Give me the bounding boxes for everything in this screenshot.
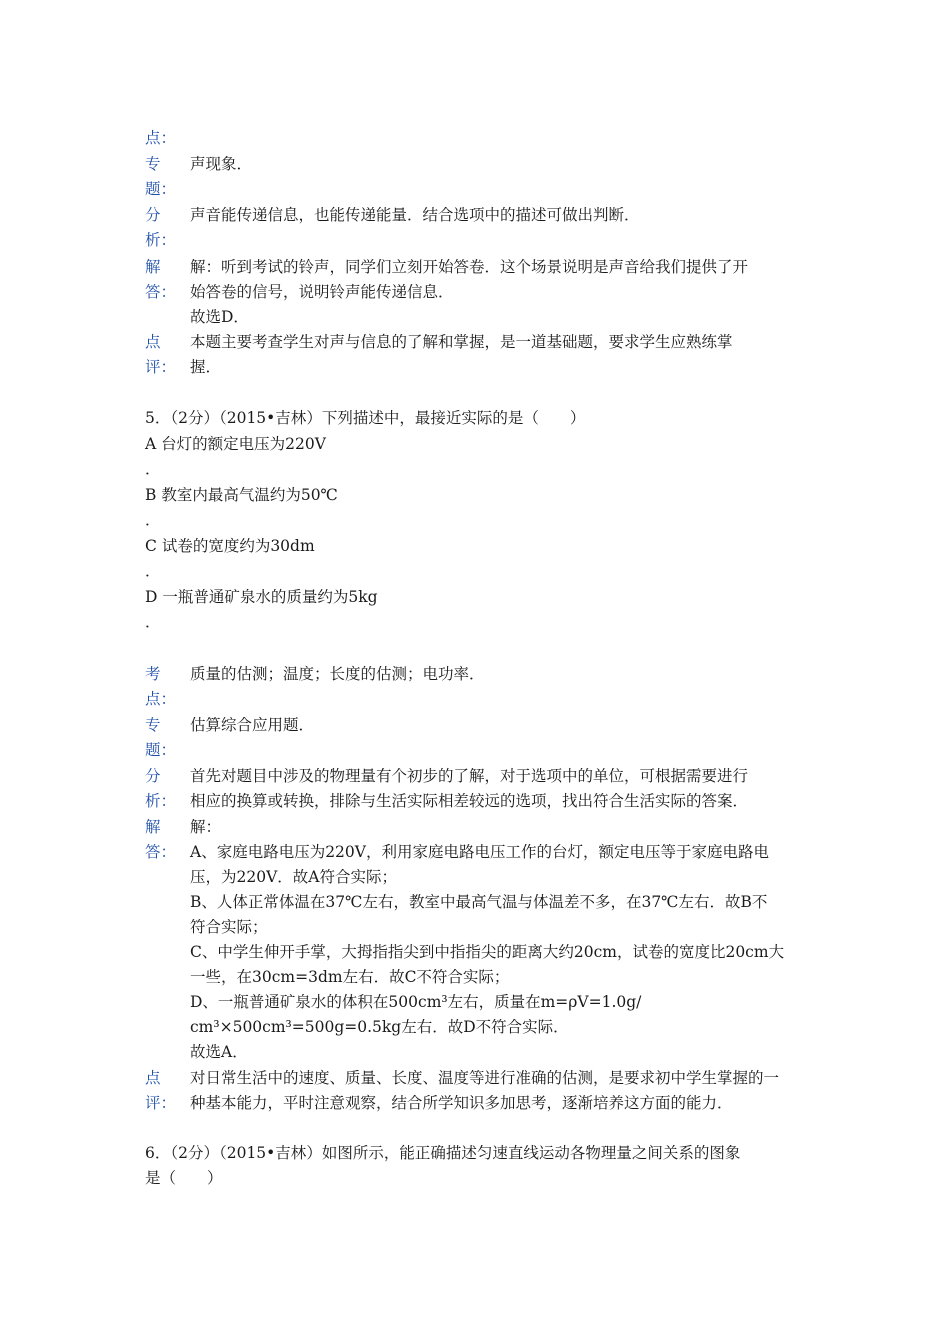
option-a [145,434,326,454]
topic-text-5: 估算综合应用题． [190,716,315,734]
analysis-label-1a: 分 [145,206,161,224]
question-6-stem-2: 是（ ） [145,1169,223,1187]
option-d-text: 一瓶普通矿泉水的质量约为5kg [162,588,378,606]
answer-line-1-2: 始答卷的信号，说明铃声能传递信息． [190,283,454,301]
option-a-letter: A [145,435,157,453]
option-c [145,536,315,556]
option-d-dot: ． [145,613,161,631]
option-d [145,587,378,607]
answer-line-1-3: 故选D． [190,308,249,326]
option-b [145,485,338,505]
comment-line-1-1: 本题主要考查学生对声与信息的了解和掌握，是一道基础题，要求学生应熟练掌 [190,333,733,351]
topic-label-1b: 题： [145,180,177,198]
answer-line-1-1: 解：听到考试的铃声，同学们立刻开始答卷．这个场景说明是声音给我们提供了开 [190,258,749,276]
analysis-label-5b: 析： [145,792,177,810]
answer-line-5-9: cm³×500cm³=500g=0.5kg左右．故D不符合实际． [190,1018,569,1036]
option-b-dot: ． [145,511,161,529]
comment-line-1-2: 握． [190,358,222,376]
option-b-letter: B [145,486,157,504]
answer-label-5b: 答： [145,843,177,861]
option-c-text: 试卷的宽度约为30dm [161,537,315,555]
comment-label-1b: 评： [145,358,177,376]
option-c-letter: C [145,537,157,555]
kaodian-label-5a: 考 [145,665,161,683]
analysis-label-1b: 析： [145,231,177,249]
comment-line-5-2: 种基本能力，平时注意观察，结合所学知识多加思考，逐渐培养这方面的能力． [190,1094,733,1112]
kaodian-text-5: 质量的估测；温度；长度的估测；电功率． [190,665,485,683]
answer-label-1b: 答： [145,283,177,301]
comment-line-5-1: 对日常生活中的速度、质量、长度、温度等进行准确的估测，是要求初中学生掌握的一 [190,1069,780,1087]
answer-line-5-3: 压，为220V．故A符合实际； [190,868,397,886]
analysis-label-5a: 分 [145,767,161,785]
answer-line-5-2: A、家庭电路电压为220V，利用家庭电路电压工作的台灯，额定电压等于家庭电路电 [190,843,769,861]
comment-label-1a: 点 [145,333,161,351]
comment-label-5b: 评： [145,1094,177,1112]
answer-line-5-4: B、人体正常体温在37℃左右，教室中最高气温与体温差不多，在37℃左右．故B不 [190,893,768,911]
topic-text-1: 声现象． [190,155,253,173]
answer-line-5-10: 故选A． [190,1043,248,1061]
option-c-dot: ． [145,562,161,580]
option-a-dot: ． [145,460,161,478]
topic-label-5b: 题： [145,741,177,759]
answer-line-5-1: 解： [190,818,222,836]
option-d-letter: D [145,588,158,606]
topic-label-5a: 专 [145,716,161,734]
topic-label-1a: 专 [145,155,161,173]
option-b-text: 教室内最高气温约为50℃ [161,486,338,504]
option-a-text: 台灯的额定电压为220V [161,435,326,453]
comment-label-5a: 点 [145,1069,161,1087]
answer-line-5-8: D、一瓶普通矿泉水的体积在500cm³左右，质量在m=ρV=1.0g/ [190,993,642,1011]
analysis-line-5-2: 相应的换算或转换，排除与生活实际相差较远的选项，找出符合生活实际的答案． [190,792,749,810]
answer-line-5-6: C、中学生伸开手掌，大拇指指尖到中指指尖的距离大约20cm，试卷的宽度比20cm大 [190,943,785,961]
answer-label-5a: 解 [145,818,161,836]
answer-line-5-5: 符合实际； [190,918,268,936]
question-6-stem-1: 6．（2分）（2015•吉林）如图所示，能正确描述匀速直线运动各物理量之间关系的图象 [145,1144,741,1162]
kaodian-label-5b: 点： [145,690,177,708]
kaodian-label-tail: 点： [145,129,177,147]
analysis-text-1: 声音能传递信息，也能传递能量．结合选项中的描述可做出判断． [190,206,640,224]
answer-line-5-7: 一些，在30cm=3dm左右．故C不符合实际； [190,968,510,986]
question-5-stem: 5．（2分）（2015•吉林）下列描述中，最接近实际的是（ ） [145,409,586,427]
answer-label-1a: 解 [145,258,161,276]
analysis-line-5-1: 首先对题目中涉及的物理量有个初步的了解，对于选项中的单位，可根据需要进行 [190,767,749,785]
